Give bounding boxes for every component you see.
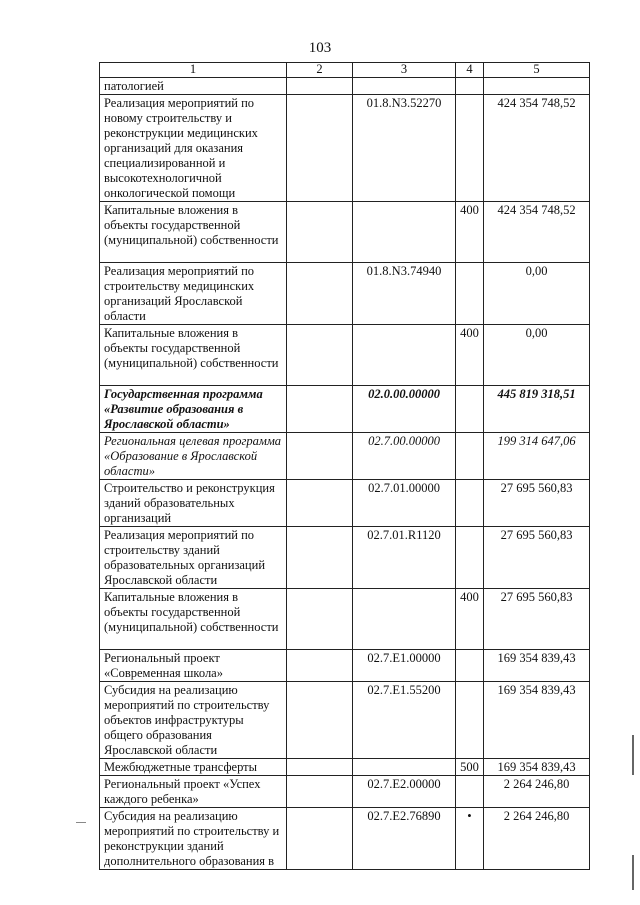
budget-table bbox=[99, 62, 590, 870]
row-type-cell bbox=[456, 776, 484, 808]
table-header-row bbox=[100, 63, 590, 78]
row-col2-cell bbox=[287, 589, 353, 650]
row-code-cell bbox=[353, 202, 456, 263]
row-col2-cell bbox=[287, 433, 353, 480]
row-code-cell: 02.7.00.00000 bbox=[353, 433, 456, 480]
row-type-cell bbox=[456, 433, 484, 480]
row-name-cell: Региональная целевая программа «Образование в Ярославской области» bbox=[100, 433, 287, 480]
row-col2-cell bbox=[287, 682, 353, 759]
table-row bbox=[100, 808, 590, 870]
row-amount-cell: 2 264 246,80 bbox=[484, 808, 590, 870]
row-type-cell: 400 bbox=[456, 202, 484, 263]
row-amount-cell: 424 354 748,52 bbox=[484, 95, 590, 202]
table-row bbox=[100, 480, 590, 527]
row-type-cell bbox=[456, 650, 484, 682]
scan-edge-mark bbox=[632, 855, 634, 890]
row-col2-cell bbox=[287, 78, 353, 95]
table-row bbox=[100, 527, 590, 589]
header-col-3: 3 bbox=[353, 63, 456, 78]
row-col2-cell bbox=[287, 808, 353, 870]
row-code-cell bbox=[353, 78, 456, 95]
row-amount-cell: 27 695 560,83 bbox=[484, 527, 590, 589]
row-amount-cell: 445 819 318,51 bbox=[484, 386, 590, 433]
row-code-cell: 02.7.01.00000 bbox=[353, 480, 456, 527]
row-code-cell: 02.7.Е2.00000 bbox=[353, 776, 456, 808]
row-name-cell: Государственная программа «Развитие образования в Ярославской области» bbox=[100, 386, 287, 433]
row-name-cell: Региональный проект «Успех каждого ребенка» bbox=[100, 776, 287, 808]
table-row bbox=[100, 776, 590, 808]
row-type-cell bbox=[456, 527, 484, 589]
row-code-cell bbox=[353, 589, 456, 650]
row-type-cell: • bbox=[456, 808, 484, 870]
row-type-cell bbox=[456, 263, 484, 325]
row-amount-cell: 27 695 560,83 bbox=[484, 480, 590, 527]
row-col2-cell bbox=[287, 776, 353, 808]
table-row bbox=[100, 386, 590, 433]
table-row bbox=[100, 202, 590, 263]
row-name-cell: Межбюджетные трансферты bbox=[100, 759, 287, 776]
row-type-cell: 500 bbox=[456, 759, 484, 776]
header-col-4: 4 bbox=[456, 63, 484, 78]
row-amount-cell: 27 695 560,83 bbox=[484, 589, 590, 650]
table-row bbox=[100, 682, 590, 759]
row-type-cell bbox=[456, 682, 484, 759]
table-row bbox=[100, 325, 590, 386]
row-name-cell: Строительство и реконструкция зданий образовательных организаций bbox=[100, 480, 287, 527]
row-type-cell: 400 bbox=[456, 325, 484, 386]
row-type-cell bbox=[456, 386, 484, 433]
row-amount-cell bbox=[484, 78, 590, 95]
row-name-cell: Субсидия на реализацию мероприятий по строительству и реконструкции зданий дополнительного образования в bbox=[100, 808, 287, 870]
row-code-cell bbox=[353, 759, 456, 776]
table-row bbox=[100, 263, 590, 325]
row-code-cell: 02.0.00.00000 bbox=[353, 386, 456, 433]
header-col-1: 1 bbox=[100, 63, 287, 78]
header-col-5: 5 bbox=[484, 63, 590, 78]
row-type-cell bbox=[456, 95, 484, 202]
row-amount-cell: 0,00 bbox=[484, 263, 590, 325]
scan-dash-mark bbox=[76, 822, 86, 823]
row-name-cell: Субсидия на реализацию мероприятий по строительству объектов инфраструктуры общего образования Ярославской области bbox=[100, 682, 287, 759]
row-amount-cell: 424 354 748,52 bbox=[484, 202, 590, 263]
header-col-2: 2 bbox=[287, 63, 353, 78]
row-name-cell: патологией bbox=[100, 78, 287, 95]
row-code-cell: 02.7.Е2.76890 bbox=[353, 808, 456, 870]
row-name-cell: Капитальные вложения в объекты государственной (муниципальной) собственности bbox=[100, 325, 287, 386]
row-code-cell: 01.8.N3.74940 bbox=[353, 263, 456, 325]
table-row bbox=[100, 433, 590, 480]
row-amount-cell: 0,00 bbox=[484, 325, 590, 386]
scan-edge-mark bbox=[632, 735, 634, 775]
row-amount-cell: 199 314 647,06 bbox=[484, 433, 590, 480]
row-name-cell: Реализация мероприятий по новому строительству и реконструкции медицинских организаций для оказания специализированной и высокотехнологичной онкологической помощи bbox=[100, 95, 287, 202]
row-name-cell: Реализация мероприятий по строительству медицинских организаций Ярославской области bbox=[100, 263, 287, 325]
table-row bbox=[100, 78, 590, 95]
row-name-cell: Реализация мероприятий по строительству зданий образовательных организаций Ярославской области bbox=[100, 527, 287, 589]
row-col2-cell bbox=[287, 263, 353, 325]
row-amount-cell: 169 354 839,43 bbox=[484, 682, 590, 759]
table-row bbox=[100, 650, 590, 682]
page-number: 103 bbox=[308, 40, 332, 56]
table-row bbox=[100, 95, 590, 202]
row-col2-cell bbox=[287, 480, 353, 527]
row-col2-cell bbox=[287, 650, 353, 682]
row-amount-cell: 169 354 839,43 bbox=[484, 759, 590, 776]
row-name-cell: Региональный проект «Современная школа» bbox=[100, 650, 287, 682]
row-col2-cell bbox=[287, 202, 353, 263]
table-row bbox=[100, 759, 590, 776]
row-code-cell: 02.7.01.R1120 bbox=[353, 527, 456, 589]
row-type-cell: 400 bbox=[456, 589, 484, 650]
row-amount-cell: 169 354 839,43 bbox=[484, 650, 590, 682]
row-col2-cell bbox=[287, 759, 353, 776]
row-col2-cell bbox=[287, 527, 353, 589]
table-row bbox=[100, 589, 590, 650]
row-code-cell: 01.8.N3.52270 bbox=[353, 95, 456, 202]
row-col2-cell bbox=[287, 95, 353, 202]
row-col2-cell bbox=[287, 325, 353, 386]
row-type-cell bbox=[456, 480, 484, 527]
row-col2-cell bbox=[287, 386, 353, 433]
row-name-cell: Капитальные вложения в объекты государственной (муниципальной) собственности bbox=[100, 202, 287, 263]
row-code-cell: 02.7.Е1.55200 bbox=[353, 682, 456, 759]
row-code-cell bbox=[353, 325, 456, 386]
row-amount-cell: 2 264 246,80 bbox=[484, 776, 590, 808]
row-name-cell: Капитальные вложения в объекты государственной (муниципальной) собственности bbox=[100, 589, 287, 650]
row-code-cell: 02.7.Е1.00000 bbox=[353, 650, 456, 682]
row-type-cell bbox=[456, 78, 484, 95]
